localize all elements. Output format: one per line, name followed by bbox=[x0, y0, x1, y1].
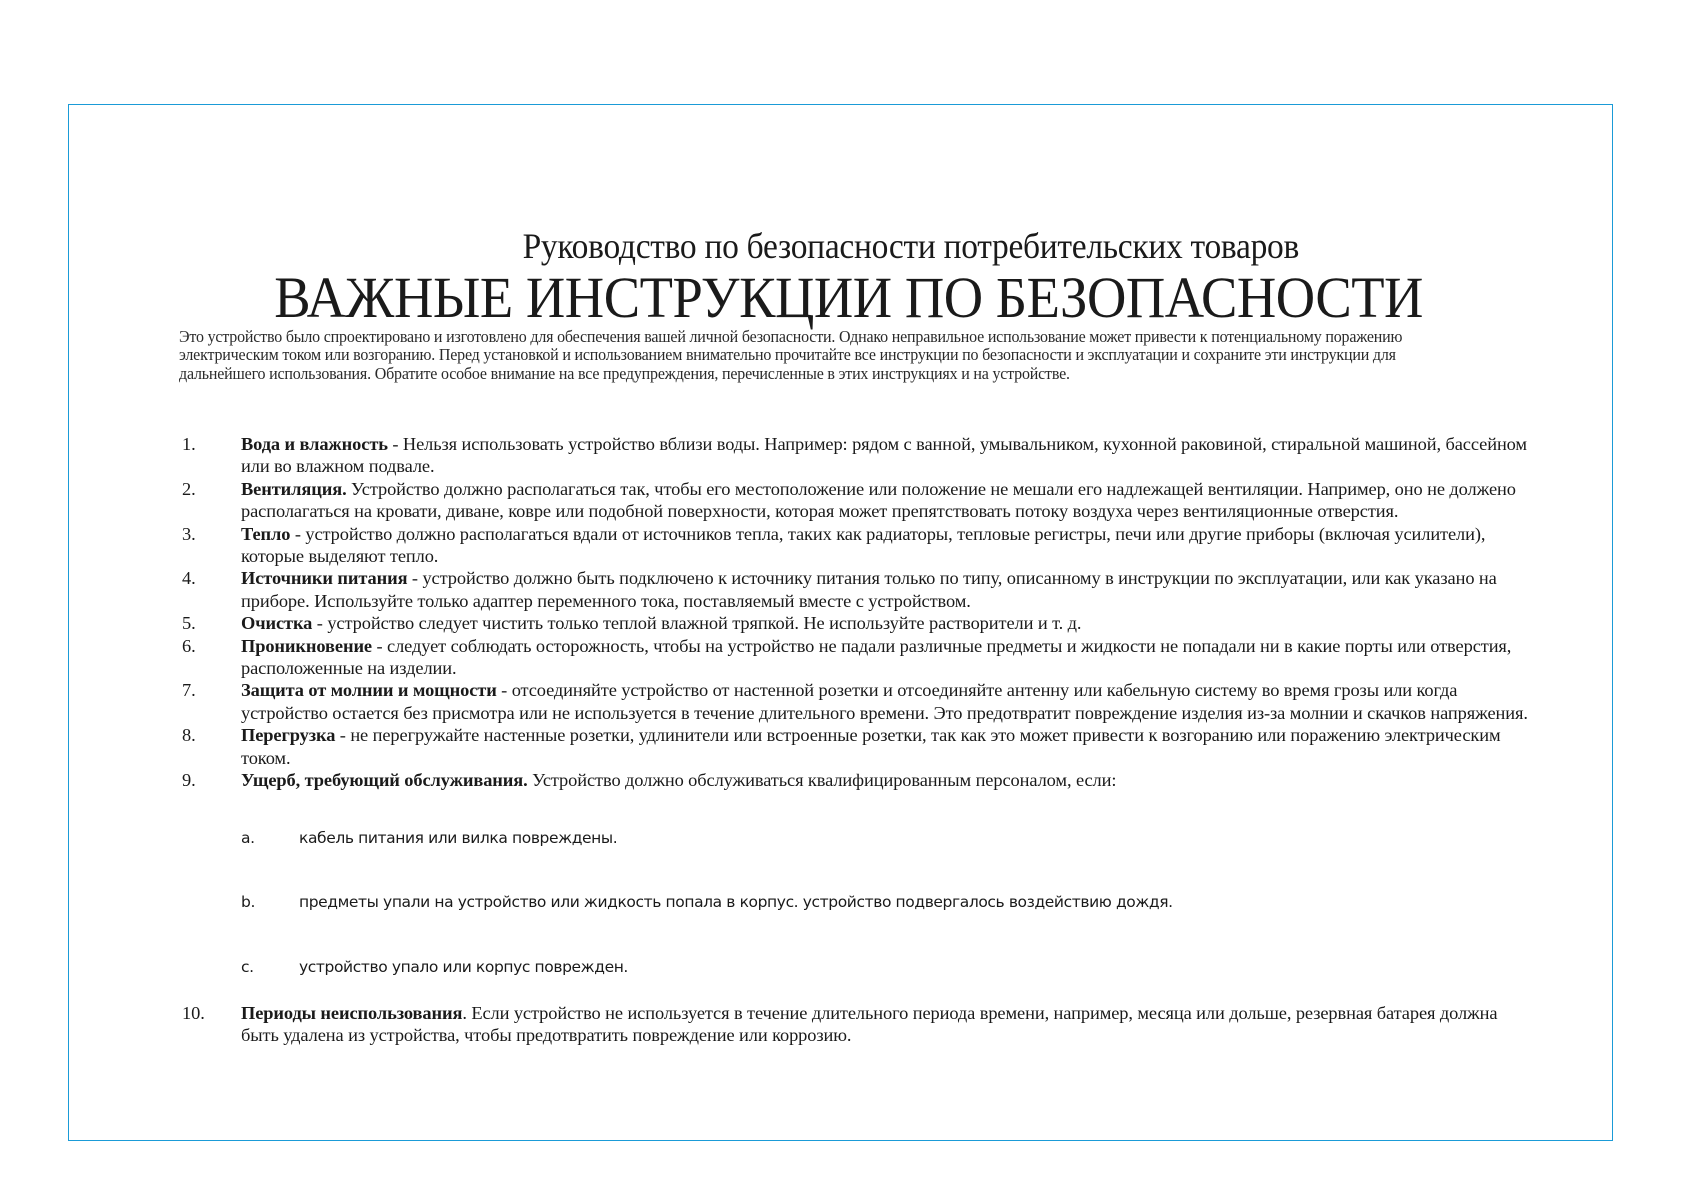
service-conditions-sublist bbox=[241, 829, 1534, 1002]
item-number: 7. bbox=[182, 680, 196, 701]
document-headline: ВАЖНЫЕ ИНСТРУКЦИИ ПО БЕЗОПАСНОСТИ bbox=[274, 265, 1423, 330]
item-text: - Нельзя использовать устройство вблизи воды. Например: рядом с ванной, умывальником, кухонной раковиной, стиральной машиной, бассейном или во влажном подвале. bbox=[241, 434, 1527, 477]
intro-paragraph: Это устройство было спроектировано и изготовлено для обеспечения вашей личной безопасности. Однако неправильное использование может привести к потенциальному поражению электрическим током или возгоранию. Перед установкой и использованием внимательно прочитайте все инструкции по безопасности и эксплуатации и сохраните эти инструкции для дальнейшего использования. Обратите особое внимание на все предупреждения, перечисленные в этих инструкциях и на устройстве. bbox=[179, 327, 1403, 383]
item-number: 9. bbox=[182, 770, 196, 791]
list-item-water-moisture bbox=[179, 433, 1534, 478]
item-text: Устройство должно обслуживаться квалифицированным персоналом, если: bbox=[527, 770, 1117, 791]
item-text: - устройство должно быть подключено к источнику питания только по типу, описанному в инструкции по эксплуатации, или как указано на приборе. Используйте только адаптер переменного тока, поставляемый вместе с устройством. bbox=[241, 568, 1497, 611]
sub-item-text: предметы упали на устройство или жидкость попала в корпус. устройство подвергалось воздействию дождя. bbox=[299, 893, 1173, 911]
item-text: - не перегружайте настенные розетки, удлинители или встроенные розетки, так как это может привести к возгоранию или поражению электрическим током. bbox=[241, 725, 1501, 768]
item-text: . Если устройство не используется в течение длительного периода времени, например, месяца или дольше, резервная батарея должна быть удалена из устройства, чтобы предотвратить повреждение или коррозию. bbox=[241, 1002, 1498, 1045]
item-text: - устройство следует чистить только теплой влажной тряпкой. Не используйте растворители и т. д. bbox=[312, 613, 1082, 634]
list-item-power-sources bbox=[179, 567, 1534, 612]
list-item-cleaning bbox=[179, 612, 1534, 634]
item-text: - отсоединяйте устройство от настенной розетки и отсоединяйте антенну или кабельную систему во время грозы или когда устройство остается без присмотра или не используется в течение длительного времени. Это предотвратит повреждение изделия из-за молнии и скачков напряжения. bbox=[241, 680, 1528, 723]
sub-item-text: кабель питания или вилка повреждены. bbox=[299, 828, 618, 847]
item-title: Источники питания bbox=[241, 568, 408, 589]
item-title: Защита от молнии и мощности bbox=[241, 680, 497, 701]
item-number: 1. bbox=[182, 434, 196, 454]
item-number: 6. bbox=[182, 635, 196, 656]
item-number: 4. bbox=[182, 568, 196, 589]
item-title: Проникновение bbox=[241, 635, 372, 656]
list-item-overloading bbox=[179, 724, 1534, 769]
list-item-object-liquid-entry bbox=[179, 635, 1534, 680]
list-item-heat bbox=[179, 523, 1534, 568]
item-text: - устройство должно располагаться вдали от источников тепла, таких как радиаторы, тепловые регистры, печи или другие приборы (включая усилители), которые выделяют тепло. bbox=[241, 523, 1486, 567]
item-title: Ущерб, требующий обслуживания. bbox=[241, 770, 528, 791]
safety-instructions-list bbox=[179, 433, 1534, 1046]
item-number: 10. bbox=[182, 1002, 205, 1023]
item-text: Устройство должно располагаться так, чтобы его местоположение или положение не мешали его надлежащей вентиляции. Например, оно не должено располагаться на кровати, диване, ковре или подобной поверхности, которая может препятствовать потоку воздуха через вентиляционные отверстия. bbox=[241, 478, 1516, 522]
item-title: Очистка bbox=[241, 613, 313, 634]
item-number: 5. bbox=[182, 613, 196, 634]
sub-item-power-cord-damaged bbox=[241, 829, 1534, 894]
list-item-periods-of-nonuse bbox=[179, 1002, 1534, 1047]
item-title: Тепло bbox=[241, 523, 291, 544]
item-title: Перегрузка bbox=[241, 725, 336, 746]
sub-item-letter: b. bbox=[241, 893, 255, 911]
sub-item-text: устройство упало или корпус поврежден. bbox=[299, 957, 628, 976]
item-text: - следует соблюдать осторожность, чтобы на устройство не падали различные предметы и жидкости не попадали ни в какие порты или отверстия, расположенные на изделии. bbox=[241, 635, 1512, 679]
sub-item-dropped-damaged bbox=[241, 958, 1534, 1002]
sub-item-objects-liquid-rain bbox=[241, 893, 1534, 958]
item-number: 2. bbox=[182, 478, 196, 499]
document-subtitle: Руководство по безопасности потребительских товаров bbox=[522, 226, 1300, 266]
sub-item-letter: c. bbox=[241, 957, 254, 976]
item-title: Периоды неиспользования bbox=[241, 1002, 463, 1023]
sub-item-letter: a. bbox=[241, 828, 255, 847]
item-title: Вентиляция. bbox=[241, 478, 347, 499]
list-item-damage-requiring-service bbox=[179, 769, 1534, 1001]
item-number: 8. bbox=[182, 725, 196, 746]
item-number: 3. bbox=[182, 523, 196, 544]
list-item-ventilation bbox=[179, 478, 1534, 523]
item-title: Вода и влажность bbox=[241, 434, 388, 454]
list-item-lightning-power bbox=[179, 679, 1534, 724]
